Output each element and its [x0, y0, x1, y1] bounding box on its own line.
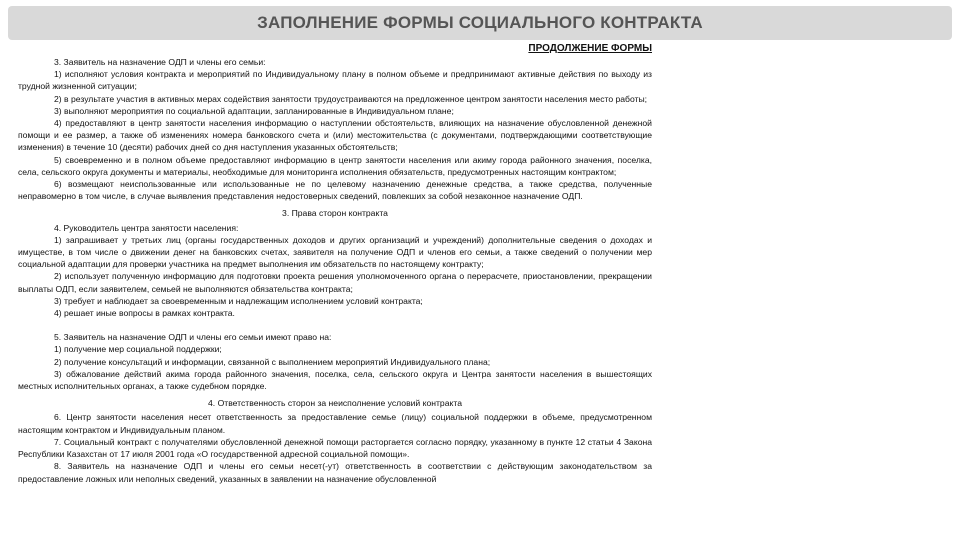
paragraph: 3) требует и наблюдает за своевременным и надлежащим исполнением условий контракта; — [54, 295, 423, 306]
title-bar — [8, 6, 952, 40]
paragraph: 5) своевременно и в полном объеме предоставляют информацию в центр занятости населения или акиму города районного значения, поселка, села, сельского округа документы и материалы, необходимые для мониторинга исполнения обязательств, предусмотренных настоящим контрактом; — [18, 154, 652, 177]
paragraph: 5. Заявитель на назначение ОДП и члены его семьи имеют право на: — [54, 332, 332, 343]
paragraph: 1) запрашивает у третьих лиц (органы государственных доходов и других организаций и учреждений) дополнительные сведения о доходах и имуществе, в том числе о движении денег на банковских счетах, заявителя на получение ОДП и членов его семьи, а также сведений о получении мер социальной адаптации для проверки участника на предмет выполнения им обязательств по настоящему контракту; — [18, 234, 652, 270]
section-heading: 3. Права сторон контракта — [282, 208, 388, 219]
paragraph: 4) решает иные вопросы в рамках контракта. — [54, 308, 235, 319]
paragraph: 2) получение консультаций и информации, связанной с выполнением мероприятий Индивидуального плана; — [54, 356, 491, 367]
paragraph: 4. Руководитель центра занятости населения: — [54, 222, 239, 233]
paragraph: 7. Социальный контракт с получателями обусловленной денежной помощи расторгается согласно порядку, указанному в пункте 12 статьи 4 Закона Республики Казахстан от 17 июля 2001 года «О государственной адресной социальной помощи». — [18, 436, 652, 460]
paragraph: 2) использует полученную информацию для подготовки проекта решения уполномоченного органа о перерасчете, приостановлении, прекращении выплаты ОДП, если заявителем, семьей не выполняются обязательства контракта; — [18, 271, 652, 294]
paragraph: 6) возмещают неиспользованные или использованные не по целевому назначению денежные средства, а также средства, полученные неправомерно в том числе, в случае выявления представления недостоверных сведений, повлекших за собой незаконное назначение ОДП. — [18, 179, 652, 202]
paragraph: 1) исполняют условия контракта и мероприятий по Индивидуальному плану в полном объеме и предпринимают активные действия по выходу из трудной жизненной ситуации; — [18, 69, 652, 92]
continuation-heading: ПРОДОЛЖЕНИЕ ФОРМЫ — [528, 43, 652, 54]
page-title: ЗАПОЛНЕНИЕ ФОРМЫ СОЦИАЛЬНОГО КОНТРАКТА — [257, 13, 703, 32]
paragraph: 3) обжалование действий акима города районного значения, поселка, села, сельского округа и Центра занятости населения в вышестоящих местных исполнительных органах, а также судебном порядке. — [18, 368, 652, 392]
paragraph: 4) предоставляют в центр занятости населения информацию о наступлении обстоятельств, влияющих на назначение обусловленной денежной помощи и ее размер, а также об изменениях номера банковского счета и (или) местожительства (с документами, подтверждающими соответствующие изменения) в течение 10 (десяти) рабочих дней со дня наступления указанных обстоятельств; — [18, 118, 652, 153]
paragraph: 6. Центр занятости населения несет ответственность за предоставление семье (лицу) социальной поддержки в объеме, предусмотренном настоящим контрактом и Индивидуальным планом. — [18, 412, 652, 435]
paragraph: 8. Заявитель на назначение ОДП и члены его семьи несет(-ут) ответственность в соответствии с действующим законодательством за предоставление ложных или неполных сведений, указанных в заявлении на назначение обусловленной — [18, 461, 652, 484]
paragraph: 1) получение мер социальной поддержки; — [54, 344, 222, 355]
paragraph: 2) в результате участия в активных мерах содействия занятости трудоустраиваются на предложенное центром занятости населения место работы; — [54, 93, 648, 104]
spacer — [18, 319, 652, 331]
paragraph: 3. Заявитель на назначение ОДП и члены его семьи: — [54, 57, 266, 67]
paragraph: 3) выполняют мероприятия по социальной адаптации, запланированные в Индивидуальном плане; — [54, 105, 454, 116]
section-heading: 4. Ответственность сторон за неисполнение условий контракта — [208, 398, 462, 409]
document-body — [18, 42, 652, 485]
